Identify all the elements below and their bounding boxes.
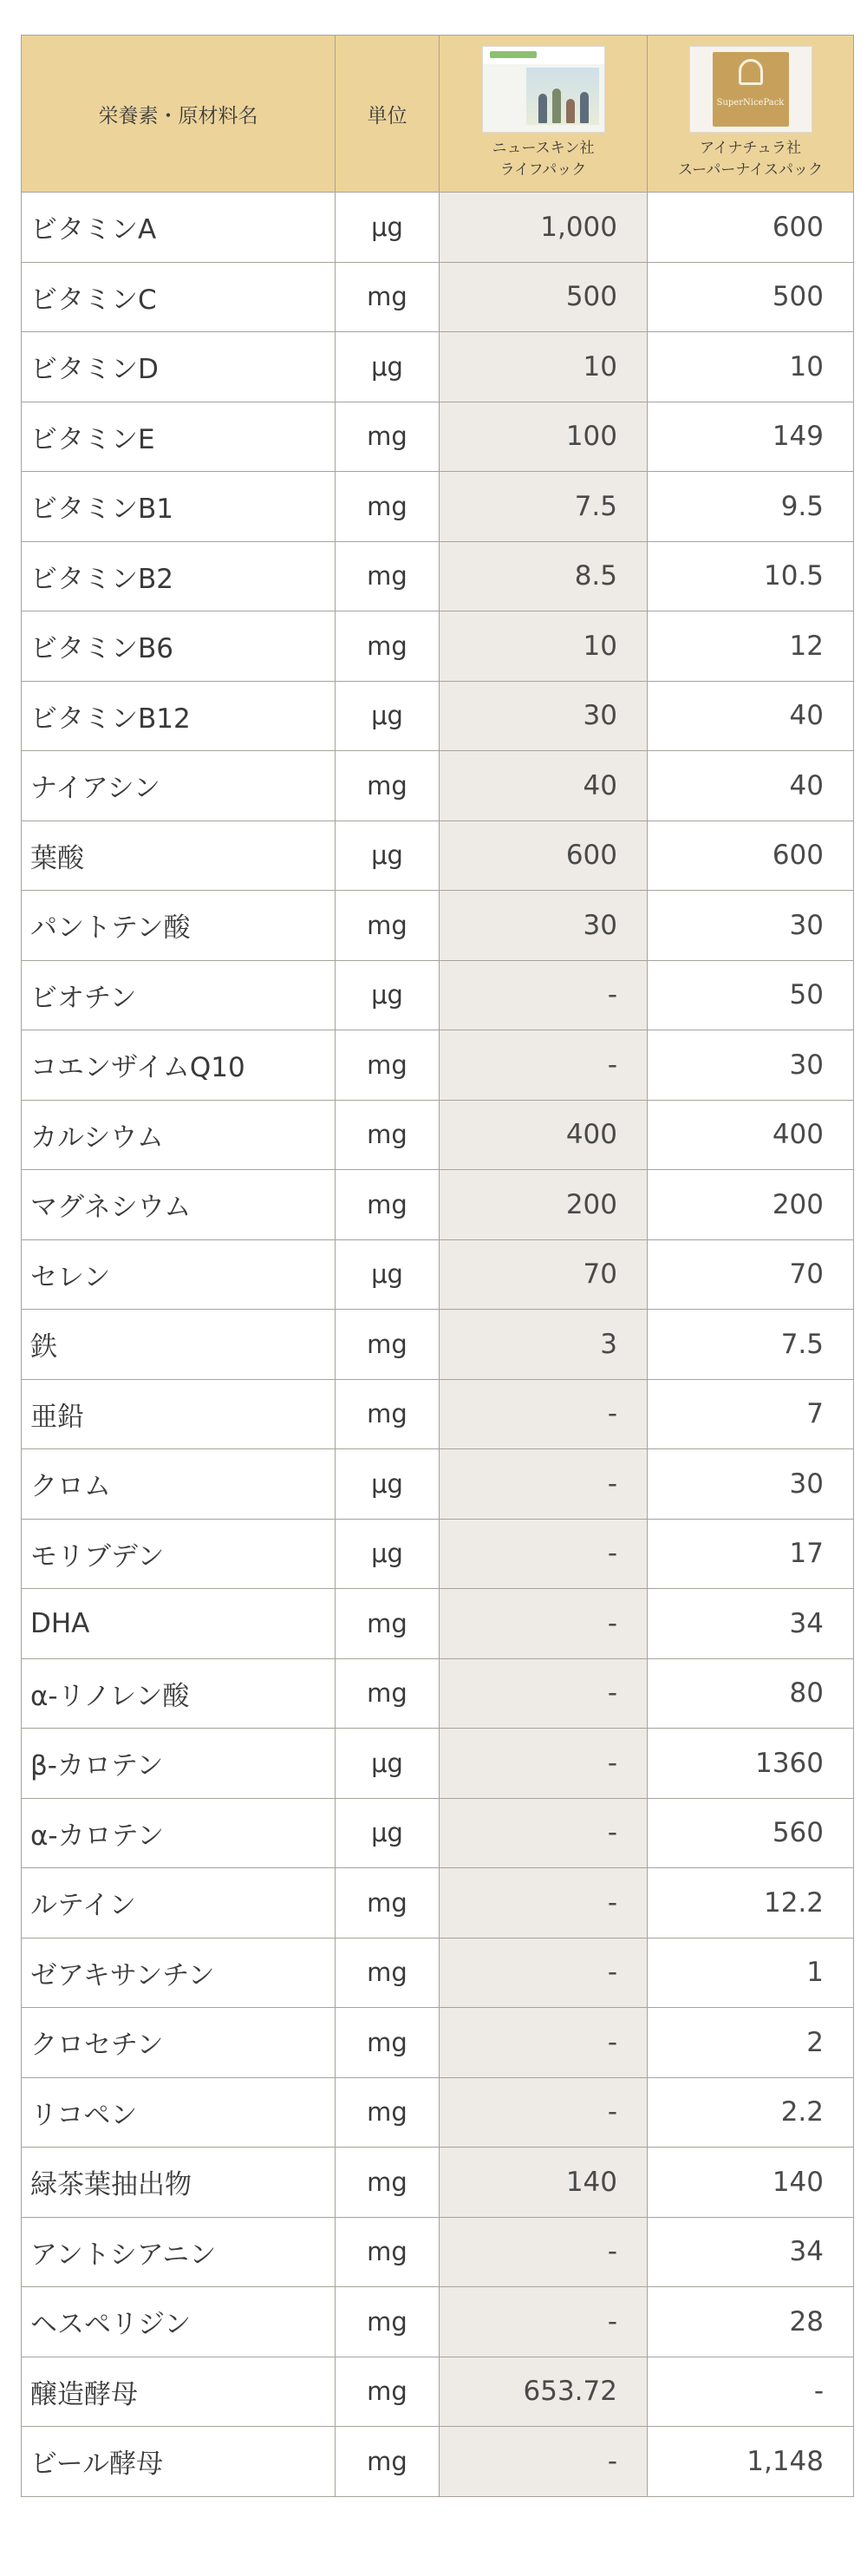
- lifepak-value-cell: -: [440, 1729, 648, 1799]
- table-row: [22, 1519, 854, 1589]
- unit-cell: mg: [336, 1030, 440, 1101]
- supernicepack-value-cell: 28: [648, 2287, 854, 2357]
- lifepak-value-cell: 7.5: [440, 472, 648, 542]
- unit-cell: mg: [336, 611, 440, 682]
- header-nutrient-name: 栄養素・原材料名: [22, 36, 336, 193]
- supernicepack-value-cell: 40: [648, 681, 854, 751]
- product-box-supernicepack-icon: [689, 46, 812, 133]
- unit-cell: mg: [336, 262, 440, 332]
- unit-cell: mg: [336, 891, 440, 961]
- table-row: [22, 1030, 854, 1101]
- nutrient-name-cell: ヘスペリジン: [22, 2287, 336, 2357]
- unit-cell: mg: [336, 2217, 440, 2287]
- lifepak-value-cell: 1,000: [440, 193, 648, 263]
- nutrient-name-cell: ビタミンB6: [22, 611, 336, 682]
- lifepak-value-cell: 30: [440, 681, 648, 751]
- table-row: [22, 821, 854, 891]
- nutrient-name-cell: 鉄: [22, 1310, 336, 1380]
- nutrient-name-cell: ビタミンB2: [22, 541, 336, 611]
- lifepak-value-cell: -: [440, 2287, 648, 2357]
- supernicepack-value-cell: 149: [648, 402, 854, 472]
- unit-cell: mg: [336, 1310, 440, 1380]
- unit-cell: μg: [336, 1519, 440, 1589]
- nutrient-name-cell: カルシウム: [22, 1100, 336, 1170]
- supernicepack-value-cell: 70: [648, 1239, 854, 1310]
- lifepak-value-cell: -: [440, 2077, 648, 2148]
- unit-cell: mg: [336, 1589, 440, 1659]
- lifepak-value-cell: 600: [440, 821, 648, 891]
- product2-box-text: SuperNicePack: [716, 98, 785, 108]
- lifepak-value-cell: 40: [440, 751, 648, 821]
- supernicepack-value-cell: 1: [648, 1938, 854, 2008]
- lifepak-value-cell: -: [440, 1379, 648, 1449]
- nutrient-name-cell: パントテン酸: [22, 891, 336, 961]
- unit-cell: μg: [336, 1239, 440, 1310]
- supernicepack-value-cell: 7: [648, 1379, 854, 1449]
- product1-maker: ニュースキン社: [492, 140, 595, 157]
- unit-cell: μg: [336, 193, 440, 263]
- nutrient-name-cell: セレン: [22, 1239, 336, 1310]
- lifepak-value-cell: -: [440, 1798, 648, 1868]
- supernicepack-value-cell: 600: [648, 193, 854, 263]
- table-row: [22, 2008, 854, 2078]
- table-row: [22, 2148, 854, 2218]
- nutrient-name-cell: ビタミンA: [22, 193, 336, 263]
- nutrient-name-cell: 葉酸: [22, 821, 336, 891]
- nutrient-name-cell: β-カロテン: [22, 1729, 336, 1799]
- lifepak-value-cell: -: [440, 1589, 648, 1659]
- nutrient-comparison-table: [21, 35, 854, 2497]
- table-row: [22, 681, 854, 751]
- table-row: [22, 1449, 854, 1520]
- supernicepack-value-cell: 500: [648, 262, 854, 332]
- unit-cell: mg: [336, 1868, 440, 1939]
- unit-cell: μg: [336, 1449, 440, 1520]
- nutrient-name-cell: ビタミンB1: [22, 472, 336, 542]
- unit-cell: μg: [336, 681, 440, 751]
- table-row: [22, 2287, 854, 2357]
- unit-cell: mg: [336, 2357, 440, 2427]
- product-box-lifepak-icon: [482, 46, 605, 133]
- table-row: [22, 1938, 854, 2008]
- nutrient-name-cell: ビタミンB12: [22, 681, 336, 751]
- unit-cell: μg: [336, 332, 440, 402]
- table-row: [22, 2357, 854, 2427]
- unit-cell: μg: [336, 821, 440, 891]
- nutrient-name-cell: ビオチン: [22, 960, 336, 1030]
- supernicepack-value-cell: 560: [648, 1798, 854, 1868]
- unit-cell: μg: [336, 1729, 440, 1799]
- nutrient-name-cell: 醸造酵母: [22, 2357, 336, 2427]
- table-row: [22, 2217, 854, 2287]
- unit-cell: mg: [336, 402, 440, 472]
- table-row: [22, 1658, 854, 1729]
- table-row: [22, 751, 854, 821]
- unit-cell: mg: [336, 541, 440, 611]
- supernicepack-value-cell: 400: [648, 1100, 854, 1170]
- lifepak-value-cell: 500: [440, 262, 648, 332]
- nutrient-name-cell: モリブデン: [22, 1519, 336, 1589]
- unit-cell: mg: [336, 751, 440, 821]
- nutrient-name-cell: 緑茶葉抽出物: [22, 2148, 336, 2218]
- nutrient-name-cell: ビタミンD: [22, 332, 336, 402]
- lifepak-value-cell: 10: [440, 332, 648, 402]
- lifepak-value-cell: 30: [440, 891, 648, 961]
- table-row: [22, 262, 854, 332]
- supernicepack-value-cell: 7.5: [648, 1310, 854, 1380]
- supernicepack-value-cell: 140: [648, 2148, 854, 2218]
- unit-cell: mg: [336, 2077, 440, 2148]
- lifepak-value-cell: -: [440, 1449, 648, 1520]
- lifepak-value-cell: -: [440, 1030, 648, 1101]
- supernicepack-value-cell: 12: [648, 611, 854, 682]
- supernicepack-value-cell: 30: [648, 1449, 854, 1520]
- lifepak-value-cell: -: [440, 2008, 648, 2078]
- table-row: [22, 1589, 854, 1659]
- unit-cell: mg: [336, 2427, 440, 2497]
- lifepak-value-cell: 653.72: [440, 2357, 648, 2427]
- unit-cell: mg: [336, 1379, 440, 1449]
- lifepak-value-cell: 100: [440, 402, 648, 472]
- supernicepack-value-cell: -: [648, 2357, 854, 2427]
- lifepak-value-cell: -: [440, 1658, 648, 1729]
- nutrient-name-cell: ルテイン: [22, 1868, 336, 1939]
- lifepak-value-cell: 10: [440, 611, 648, 682]
- nutrient-name-cell: アントシアニン: [22, 2217, 336, 2287]
- table-row: [22, 891, 854, 961]
- nutrient-name-cell: ビタミンC: [22, 262, 336, 332]
- table-row: [22, 193, 854, 263]
- table-row: [22, 402, 854, 472]
- supernicepack-value-cell: 9.5: [648, 472, 854, 542]
- supernicepack-value-cell: 200: [648, 1170, 854, 1240]
- lifepak-value-cell: -: [440, 2427, 648, 2497]
- table-row: [22, 1100, 854, 1170]
- table-row: [22, 611, 854, 682]
- unit-cell: mg: [336, 1100, 440, 1170]
- unit-cell: mg: [336, 1658, 440, 1729]
- supernicepack-value-cell: 40: [648, 751, 854, 821]
- lifepak-value-cell: 8.5: [440, 541, 648, 611]
- product1-name: ライフパック: [499, 161, 587, 179]
- nutrient-name-cell: α-カロテン: [22, 1798, 336, 1868]
- supernicepack-value-cell: 10: [648, 332, 854, 402]
- supernicepack-value-cell: 34: [648, 1589, 854, 1659]
- nutrient-name-cell: コエンザイムQ10: [22, 1030, 336, 1101]
- unit-cell: mg: [336, 1938, 440, 2008]
- table-row: [22, 1239, 854, 1310]
- table-row: [22, 1170, 854, 1240]
- product2-maker: アイナチュラ社: [700, 140, 801, 157]
- table-row: [22, 332, 854, 402]
- comparison-table-container: [21, 35, 853, 2497]
- supernicepack-value-cell: 12.2: [648, 1868, 854, 1939]
- nutrient-name-cell: ナイアシン: [22, 751, 336, 821]
- nutrient-name-cell: ビール酵母: [22, 2427, 336, 2497]
- supernicepack-value-cell: 30: [648, 1030, 854, 1101]
- nutrient-name-cell: ビタミンE: [22, 402, 336, 472]
- unit-cell: mg: [336, 472, 440, 542]
- lifepak-value-cell: 3: [440, 1310, 648, 1380]
- lifepak-value-cell: 400: [440, 1100, 648, 1170]
- nutrient-name-cell: リコペン: [22, 2077, 336, 2148]
- table-header: [22, 36, 854, 193]
- supernicepack-value-cell: 2.2: [648, 2077, 854, 2148]
- unit-cell: μg: [336, 1798, 440, 1868]
- nutrient-name-cell: DHA: [22, 1589, 336, 1659]
- lifepak-value-cell: 200: [440, 1170, 648, 1240]
- nutrient-name-cell: α-リノレン酸: [22, 1658, 336, 1729]
- lifepak-value-cell: 140: [440, 2148, 648, 2218]
- lifepak-value-cell: -: [440, 2217, 648, 2287]
- lifepak-value-cell: -: [440, 1519, 648, 1589]
- lifepak-value-cell: 70: [440, 1239, 648, 1310]
- unit-cell: mg: [336, 1170, 440, 1240]
- header-product-supernicepack: [648, 36, 854, 193]
- unit-cell: mg: [336, 2008, 440, 2078]
- header-unit: 単位: [336, 36, 440, 193]
- unit-cell: μg: [336, 960, 440, 1030]
- table-row: [22, 2427, 854, 2497]
- table-row: [22, 472, 854, 542]
- header-product-lifepak: [440, 36, 648, 193]
- supernicepack-value-cell: 600: [648, 821, 854, 891]
- table-row: [22, 1868, 854, 1939]
- table-body: [22, 193, 854, 2497]
- nutrient-name-cell: マグネシウム: [22, 1170, 336, 1240]
- table-row: [22, 1379, 854, 1449]
- nutrient-name-cell: クロセチン: [22, 2008, 336, 2078]
- nutrient-name-cell: ゼアキサンチン: [22, 1938, 336, 2008]
- supernicepack-value-cell: 17: [648, 1519, 854, 1589]
- supernicepack-value-cell: 30: [648, 891, 854, 961]
- nutrient-name-cell: 亜鉛: [22, 1379, 336, 1449]
- supernicepack-value-cell: 1360: [648, 1729, 854, 1799]
- table-row: [22, 541, 854, 611]
- lifepak-value-cell: -: [440, 1868, 648, 1939]
- product2-name: スーパーナイスパック: [678, 161, 823, 179]
- unit-cell: mg: [336, 2287, 440, 2357]
- supernicepack-value-cell: 10.5: [648, 541, 854, 611]
- supernicepack-value-cell: 80: [648, 1658, 854, 1729]
- table-row: [22, 1798, 854, 1868]
- supernicepack-value-cell: 50: [648, 960, 854, 1030]
- header-row: [22, 36, 854, 193]
- lifepak-value-cell: -: [440, 960, 648, 1030]
- unit-cell: mg: [336, 2148, 440, 2218]
- table-row: [22, 960, 854, 1030]
- lifepak-value-cell: -: [440, 1938, 648, 2008]
- supernicepack-value-cell: 1,148: [648, 2427, 854, 2497]
- supernicepack-value-cell: 2: [648, 2008, 854, 2078]
- table-row: [22, 1729, 854, 1799]
- table-row: [22, 2077, 854, 2148]
- nutrient-name-cell: クロム: [22, 1449, 336, 1520]
- supernicepack-value-cell: 34: [648, 2217, 854, 2287]
- table-row: [22, 1310, 854, 1380]
